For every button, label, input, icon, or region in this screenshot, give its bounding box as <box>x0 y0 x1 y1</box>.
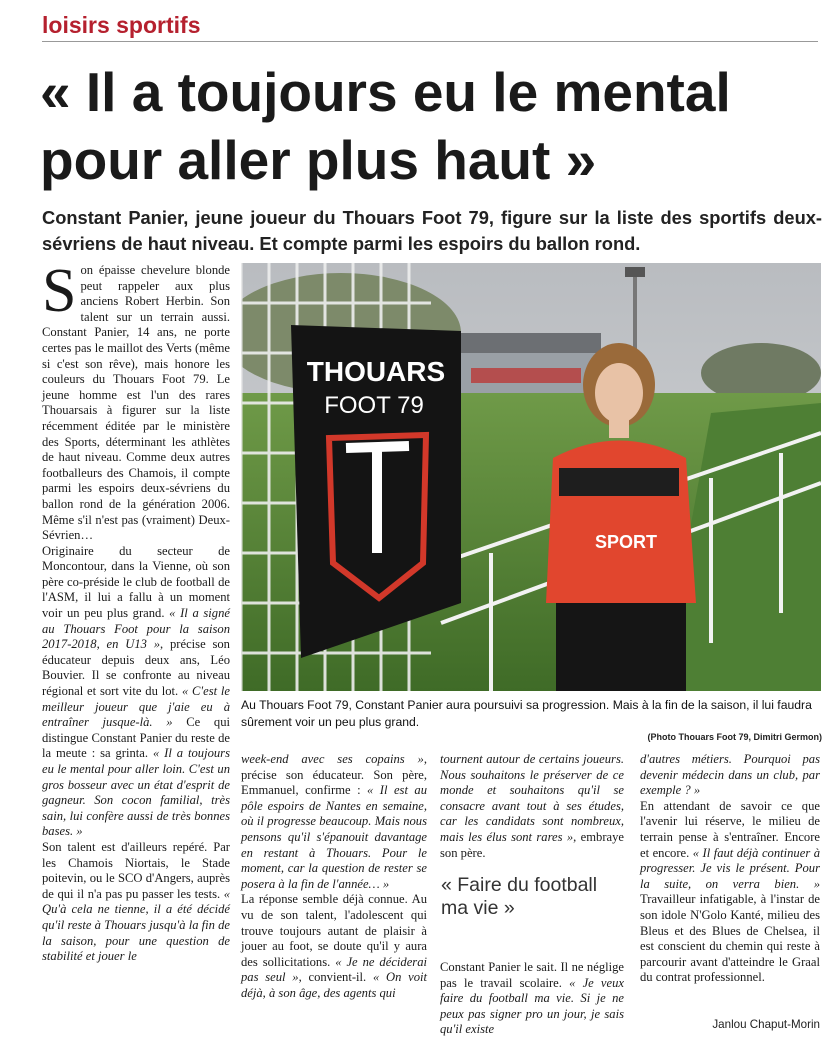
quote-text: « Il a signé au Thouars Foot pour la saison 2017-2018, en U13 » <box>42 606 230 652</box>
paragraph-text: Son talent est d'ailleurs repéré. Par les Chamois Niortais, le Stade poitevin, ou le SCO d'Angers, auprès de qui il n'a pas pu passer les tests. <box>42 839 230 901</box>
quote-text: week-end avec ses copains » <box>241 752 424 766</box>
headline: « Il a toujours eu le mental pour aller plus haut » <box>40 61 731 191</box>
paragraph <box>440 960 624 1038</box>
club-sign <box>291 325 461 658</box>
sign-text-1: THOUARS <box>306 356 446 387</box>
photo-credit: (Photo Thouars Foot 79, Dimitri Germon) <box>647 732 822 742</box>
article-column-1 <box>42 257 230 965</box>
paragraph-text: Constant Panier le sait. Il ne néglige pas le travail scolaire. <box>440 960 624 990</box>
article-column-2 <box>241 752 427 1002</box>
paragraph-text: Ce qui distingue Constant Panier du reste de la meute : sa grinta. <box>42 715 230 761</box>
section-rubric: loisirs sportifs <box>42 12 201 38</box>
quote-text: « Il a toujours eu le mental pour aller loin. C'est un gros bosseur avec un état d'esprit de gagneur. Son cocon familial, très sain, lui confère aussi de très bonnes bases. » <box>42 746 230 839</box>
paragraph-text: , précise son éducateur. Son père, Emmanuel, confirme : <box>241 752 427 798</box>
article-column-4 <box>640 752 820 986</box>
paragraph <box>241 752 427 892</box>
pull-quote: « Faire du football ma vie » <box>441 874 598 919</box>
photo-caption: Au Thouars Foot 79, Constant Panier aura poursuivi sa progression. Mais à la fin de la saison, il lui faudra sûrement voir un peu plus grand. <box>241 698 812 729</box>
paragraph-text: La réponse semble déjà connue. Au vu de son talent, l'adolescent qui trouve toujours autant de plaisir à jouer au foot, se doute qu'il y aura des sollicitations. <box>241 892 427 969</box>
drop-cap: S <box>42 257 77 325</box>
sign-text-2: FOOT 79 <box>324 392 424 419</box>
article-column-3 <box>440 752 624 861</box>
paragraph <box>241 892 427 1001</box>
paragraph <box>640 752 820 799</box>
quote-text: tournent autour de certains joueurs. Nous souhaitons le préserver de ce monde et souhaitons qu'il se consacre avant tout à ses études, car les candidats sont nombreux, mais les élus sont rares » <box>440 752 624 844</box>
jersey-text: SPORT <box>594 532 658 552</box>
paragraph <box>42 840 230 965</box>
article-photo <box>241 263 821 691</box>
quote-text: « C'est le meilleur joueur que j'aie eu à entraîner jusque-là. » <box>42 684 230 730</box>
quote-text: « Il est au pôle espoirs de Nantes en semaine, où il progresse beaucoup. Mais nous pensons qu'il s'épanouit davantage en restant à Thouars. Pour le moment, car la question de rester se posera à la fin de l'année… » <box>241 783 427 891</box>
paragraph-text: , convient-il. <box>298 970 373 985</box>
paragraph <box>42 257 230 544</box>
quote-text: d'autres métiers. Pourquoi pas devenir médecin dans un club, par exemple ? » <box>640 752 820 798</box>
quote-text: « Qu'à cela ne tienne, il a été décidé qu'il reste à Thouars jusqu'à la fin de la saison, pour une question de stabilité et jouer le <box>42 886 230 964</box>
paragraph <box>640 799 820 986</box>
quote-text: « On voit déjà, à son âge, des agents qui <box>241 970 428 1000</box>
quote-text: « Je ne déciderai pas seul » <box>241 954 427 985</box>
paragraph-text: En attendant de savoir ce que l'avenir lui réserve, le milieu de terrain pense à s'entraîner. Encore et encore. <box>640 798 820 860</box>
paragraph-text: Travailleur infatigable, à l'instar de son idole N'Golo Kanté, milieu des Bleus et des Blues de Chelsea, il est conscient du chemin qui reste à parcourir avant d'atteindre le Graal du contrat professionnel. <box>640 892 820 985</box>
author-signature: Janlou Chaput-Morin <box>712 1018 820 1031</box>
paragraph <box>42 544 230 840</box>
quote-text: « Il faut déjà continuer à progresser. Je vis le présent. Pour la suite, on verra bien. » <box>640 845 820 891</box>
rubric-divider <box>42 41 818 42</box>
article-column-3-lower <box>440 960 624 1038</box>
paragraph-text: Originaire du secteur de Moncontour, dans la Vienne, où son père co-préside le club de football de l'ASM, il lui a fallu à un moment voir un peu plus grand. <box>42 543 230 621</box>
paragraph-text: on épaisse chevelure blonde peut rappeler aux plus anciens Robert Herbin. Son talent sur un terrain aussi. Constant Panier, 14 ans, ne porte certes pas le maillot des Verts (même si c'est son rêve), mais honore les couleurs du Thouars Foot 79. Le jeune homme est l'un des rares Thouarsais à figurer sur la liste récemment éditée par le ministère des Sports, déterminant les athlètes de haut niveau. Comme deux autres footballeurs des Chamois, il compte parmi les espoirs deux-sévriens du ballon rond de la génération 2006. Même s'il n'est pas (vraiment) Deux-Sévrien… <box>42 263 230 543</box>
paragraph-text: , précise son éducateur depuis deux ans, Léo Bouvier. Il se confronte au niveau régional et sort vite du lot. <box>42 637 230 699</box>
paragraph <box>440 752 624 861</box>
quote-text: « Je veux faire du football ma vie. Si je ne peux pas signer pro un jour, je sais qu'il existe <box>440 975 625 1037</box>
standfirst: Constant Panier, jeune joueur du Thouars Foot 79, figure sur la liste des sportifs deux-sévriens de haut niveau. Et compte parmi les espoirs du ballon rond. <box>42 207 822 254</box>
paragraph-text: , embraye son père. <box>440 829 624 860</box>
